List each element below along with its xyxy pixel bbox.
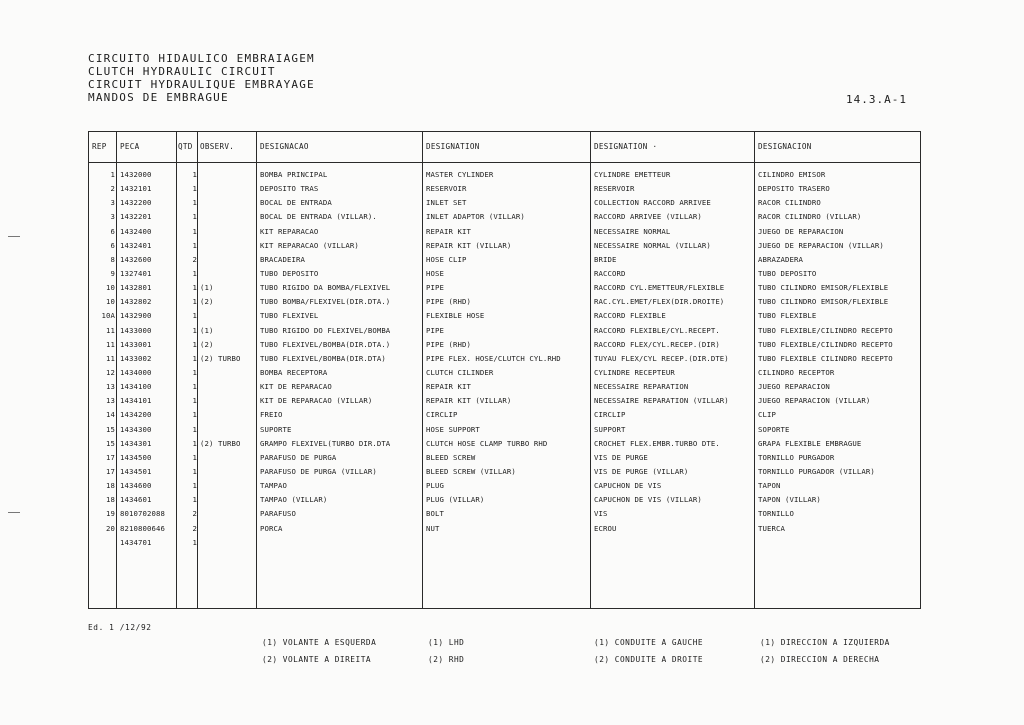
cell-qtd: 1	[192, 396, 197, 406]
cell-designacao: TUBO FLEXIVEL/BOMBA(DIR.DTA.)	[260, 339, 391, 349]
cell-rep: 20	[106, 523, 115, 533]
cell-rep: 12	[106, 367, 115, 377]
cell-designacion: SOPORTE	[758, 424, 790, 434]
table-row	[89, 238, 920, 252]
cell-rep: 14	[106, 410, 115, 420]
cell-designation-fr: VIS DE PURGE	[594, 452, 648, 462]
table-row	[89, 252, 920, 266]
cell-designacao: PARAFUSO DE PURGA (VILLAR)	[260, 466, 377, 476]
cell-rep: 13	[106, 396, 115, 406]
cell-designation-fr: NECESSAIRE REPARATION	[594, 382, 689, 392]
cell-designacion: TUBO FLEXIBLE	[758, 311, 817, 321]
table-row	[89, 280, 920, 294]
cell-qtd: 1	[192, 240, 197, 250]
cell-designacion: JUEGO REPARACION	[758, 382, 830, 392]
cell-designation-en: NUT	[426, 523, 440, 533]
table-row	[89, 351, 920, 365]
cell-qtd: 1	[192, 226, 197, 236]
cell-designation-en: INLET ADAPTOR (VILLAR)	[426, 212, 525, 222]
cell-rep: 3	[110, 212, 115, 222]
cell-peca: 1434601	[120, 495, 152, 505]
cell-designation-fr: RACCORD ARRIVEE (VILLAR)	[594, 212, 702, 222]
cell-designation-fr: CAPUCHON DE VIS (VILLAR)	[594, 495, 702, 505]
cell-designacao: BOMBA PRINCIPAL	[260, 170, 328, 179]
cell-designacion: RACOR CILINDRO (VILLAR)	[758, 212, 862, 222]
cell-rep: 9	[110, 268, 115, 278]
cell-observ: (1)	[200, 283, 214, 293]
cell-designation-fr: CROCHET FLEX.EMBR.TURBO DTE.	[594, 438, 720, 448]
cell-qtd: 2	[192, 523, 197, 533]
cell-designacao: GRAMPO FLEXIVEL(TURBO DIR.DTA	[260, 438, 391, 448]
cell-designation-en: PIPE (RHD)	[426, 297, 471, 307]
cell-qtd: 1	[192, 438, 197, 448]
cell-designation-en: CLUTCH HOSE CLAMP TURBO RHD	[426, 438, 548, 448]
cell-designacion: TUBO CILINDRO EMISOR/FLEXIBLE	[758, 297, 889, 307]
cell-designacao: TUBO DEPOSITO	[260, 268, 319, 278]
table-row	[89, 436, 920, 450]
cell-designation-en: BOLT	[426, 509, 444, 519]
cell-designacao: TUBO FLEXIVEL/BOMBA(DIR.DTA)	[260, 353, 386, 363]
header-designation-en: DESIGNATION	[426, 142, 480, 151]
note-line: (1) LHD	[428, 638, 465, 647]
header-divider	[89, 162, 920, 163]
cell-designation-en: HOSE	[426, 268, 444, 278]
table-row	[89, 450, 920, 464]
cell-peca: 1433002	[120, 353, 152, 363]
cell-rep: 11	[106, 339, 115, 349]
notes-pt	[262, 634, 376, 668]
cell-designacion: GRAPA FLEXIBLE EMBRAGUE	[758, 438, 862, 448]
note-line: (2) DIRECCION A DERECHA	[760, 655, 880, 664]
cell-designacao: KIT DE REPARACAO (VILLAR)	[260, 396, 373, 406]
cell-qtd: 1	[192, 170, 197, 179]
table-row	[89, 464, 920, 478]
cell-qtd: 1	[192, 452, 197, 462]
cell-designation-fr: RACCORD	[594, 268, 626, 278]
cell-designation-en: REPAIR KIT	[426, 382, 471, 392]
table-row	[89, 535, 920, 549]
cell-peca: 1433000	[120, 325, 152, 335]
cell-qtd: 1	[192, 353, 197, 363]
cell-rep: 3	[110, 198, 115, 208]
scan-edge-mark	[8, 236, 20, 237]
cell-peca: 1434100	[120, 382, 152, 392]
scan-edge-mark	[8, 512, 20, 513]
cell-peca: 1327401	[120, 268, 152, 278]
table-row	[89, 379, 920, 393]
cell-designacion: TUERCA	[758, 523, 785, 533]
cell-designacao: BOCAL DE ENTRADA (VILLAR).	[260, 212, 377, 222]
cell-designacion: TORNILLO	[758, 509, 794, 519]
cell-peca: 1434600	[120, 481, 152, 491]
cell-designation-en: HOSE CLIP	[426, 254, 467, 264]
cell-qtd: 2	[192, 509, 197, 519]
cell-designacao: BOCAL DE ENTRADA	[260, 198, 332, 208]
cell-qtd: 1	[192, 325, 197, 335]
cell-peca: 1432401	[120, 240, 152, 250]
table-row	[89, 224, 920, 238]
cell-peca: 1432600	[120, 254, 152, 264]
cell-designacao: TUBO RIGIDO DO FLEXIVEL/BOMBA	[260, 325, 391, 335]
cell-designation-en: REPAIR KIT (VILLAR)	[426, 240, 512, 250]
cell-designation-en: FLEXIBLE HOSE	[426, 311, 485, 321]
parts-table	[88, 131, 921, 609]
cell-rep: 17	[106, 466, 115, 476]
table-row	[89, 323, 920, 337]
cell-peca: 1434301	[120, 438, 152, 448]
cell-rep: 10	[106, 283, 115, 293]
header-designacion: DESIGNACION	[758, 142, 812, 151]
cell-designacion: TAPON (VILLAR)	[758, 495, 821, 505]
cell-peca: 1434000	[120, 367, 152, 377]
cell-qtd: 1	[192, 297, 197, 307]
cell-designation-fr: RACCORD FLEX/CYL.RECEP.(DIR)	[594, 339, 720, 349]
cell-designation-fr: TUYAU FLEX/CYL RECEP.(DIR.DTE)	[594, 353, 729, 363]
header-designation-fr: DESIGNATION ·	[594, 142, 658, 151]
cell-designation-en: INLET SET	[426, 198, 467, 208]
cell-designacao: BRACADEIRA	[260, 254, 305, 264]
header-peca: PECA	[120, 142, 140, 151]
cell-peca: 1434701	[120, 537, 152, 547]
cell-designation-fr: CIRCLIP	[594, 410, 626, 420]
note-line: (1) DIRECCION A IZQUIERDA	[760, 638, 890, 647]
cell-rep: 13	[106, 382, 115, 392]
title-block	[88, 52, 315, 104]
cell-qtd: 1	[192, 481, 197, 491]
cell-qtd: 1	[192, 367, 197, 377]
table-row	[89, 492, 920, 506]
cell-designacion: TUBO CILINDRO EMISOR/FLEXIBLE	[758, 283, 889, 293]
table-row	[89, 308, 920, 322]
cell-qtd: 1	[192, 339, 197, 349]
cell-designation-fr: COLLECTION RACCORD ARRIVEE	[594, 198, 711, 208]
cell-designation-en: PLUG (VILLAR)	[426, 495, 485, 505]
title-es: MANDOS DE EMBRAGUE	[88, 91, 229, 104]
cell-designacion: TUBO FLEXIBLE/CILINDRO RECEPTO	[758, 325, 893, 335]
note-line: (1) CONDUITE A GAUCHE	[594, 638, 704, 647]
cell-designacion: JUEGO REPARACION (VILLAR)	[758, 396, 871, 406]
table-row	[89, 393, 920, 407]
cell-observ: (2)	[200, 297, 214, 307]
cell-designation-fr: RAC.CYL.EMET/FLEX(DIR.DROITE)	[594, 297, 725, 307]
table-row	[89, 337, 920, 351]
cell-peca: 1432900	[120, 311, 152, 321]
cell-designation-fr: RACCORD CYL.EMETTEUR/FLEXIBLE	[594, 283, 725, 293]
cell-rep: 15	[106, 424, 115, 434]
cell-rep: 19	[106, 509, 115, 519]
cell-designacion: DEPOSITO TRASERO	[758, 184, 830, 194]
cell-designacion: TORNILLO PURGADOR (VILLAR)	[758, 466, 875, 476]
cell-designacao: TUBO FLEXIVEL	[260, 311, 319, 321]
note-line: (1) VOLANTE A ESQUERDA	[262, 638, 377, 647]
cell-designation-fr: RACCORD FLEXIBLE/CYL.RECEPT.	[594, 325, 720, 335]
note-line: (2) CONDUITE A DROITE	[594, 655, 704, 664]
cell-designation-fr: BRIDE	[594, 254, 617, 264]
cell-designation-fr: RACCORD FLEXIBLE	[594, 311, 666, 321]
title-fr: CIRCUIT HYDRAULIQUE EMBRAYAGE	[88, 78, 315, 91]
cell-designation-fr: CYLINDRE EMETTEUR	[594, 170, 671, 179]
cell-qtd: 1	[192, 198, 197, 208]
page-reference: 14.3.A-1	[846, 93, 907, 106]
cell-peca: 1434200	[120, 410, 152, 420]
cell-observ: (2) TURBO	[200, 438, 241, 448]
notes-fr	[594, 634, 703, 668]
cell-designacao: BOMBA RECEPTORA	[260, 367, 328, 377]
cell-designacion: TORNILLO PURGADOR	[758, 452, 835, 462]
cell-peca: 1434500	[120, 452, 152, 462]
cell-peca: 8010702088	[120, 509, 165, 519]
cell-designacao: PARAFUSO	[260, 509, 296, 519]
cell-designacion: CILINDRO RECEPTOR	[758, 367, 835, 377]
cell-rep: 17	[106, 452, 115, 462]
cell-qtd: 2	[192, 254, 197, 264]
cell-qtd: 1	[192, 268, 197, 278]
cell-designacao: TUBO RIGIDO DA BOMBA/FLEXIVEL	[260, 283, 391, 293]
cell-peca: 1434300	[120, 424, 152, 434]
cell-designacion: CILINDRO EMISOR	[758, 170, 826, 179]
cell-peca: 1432201	[120, 212, 152, 222]
cell-rep: 18	[106, 495, 115, 505]
cell-designacao: PORCA	[260, 523, 283, 533]
cell-qtd: 1	[192, 466, 197, 476]
cell-designation-fr: VIS	[594, 509, 608, 519]
cell-designacion: TUBO FLEXIBLE/CILINDRO RECEPTO	[758, 339, 893, 349]
cell-rep: 18	[106, 481, 115, 491]
cell-rep: 10	[106, 297, 115, 307]
table-row	[89, 407, 920, 421]
table-row	[89, 266, 920, 280]
cell-rep: 10A	[101, 311, 115, 321]
cell-designation-en: BLEED SCREW	[426, 452, 476, 462]
cell-qtd: 1	[192, 382, 197, 392]
note-line: (2) RHD	[428, 655, 465, 664]
cell-designacao: DEPOSITO TRAS	[260, 184, 319, 194]
title-en: CLUTCH HYDRAULIC CIRCUIT	[88, 65, 276, 78]
table-row	[89, 209, 920, 223]
table-row	[89, 422, 920, 436]
cell-designation-fr: NECESSAIRE REPARATION (VILLAR)	[594, 396, 729, 406]
table-row	[89, 181, 920, 195]
cell-peca: 1434101	[120, 396, 152, 406]
cell-designation-en: PIPE FLEX. HOSE/CLUTCH CYL.RHD	[426, 353, 561, 363]
cell-designation-en: PIPE	[426, 283, 444, 293]
notes-en	[428, 634, 464, 668]
cell-observ: (2) TURBO	[200, 353, 241, 363]
cell-peca: 1432802	[120, 297, 152, 307]
cell-designation-en: MASTER CYLINDER	[426, 170, 494, 179]
header-rep: REP	[92, 142, 107, 151]
cell-rep: 15	[106, 438, 115, 448]
cell-qtd: 1	[192, 537, 197, 547]
cell-designation-en: REPAIR KIT (VILLAR)	[426, 396, 512, 406]
cell-designation-fr: CAPUCHON DE VIS	[594, 481, 662, 491]
cell-designation-en: BLEED SCREW (VILLAR)	[426, 466, 516, 476]
cell-designacion: CLIP	[758, 410, 776, 420]
cell-designation-en: REPAIR KIT	[426, 226, 471, 236]
cell-peca: 1432200	[120, 198, 152, 208]
cell-qtd: 1	[192, 283, 197, 293]
cell-qtd: 1	[192, 184, 197, 194]
table-row	[89, 506, 920, 520]
cell-peca: 8210800646	[120, 523, 165, 533]
cell-designacion: TUBO DEPOSITO	[758, 268, 817, 278]
table-body	[89, 167, 920, 549]
cell-observ: (2)	[200, 339, 214, 349]
cell-observ: (1)	[200, 325, 214, 335]
cell-designacion: TAPON	[758, 481, 781, 491]
table-row	[89, 294, 920, 308]
cell-designacion: JUEGO DE REPARACION (VILLAR)	[758, 240, 884, 250]
cell-peca: 1432400	[120, 226, 152, 236]
cell-rep: 6	[110, 240, 115, 250]
note-line: (2) VOLANTE A DIREITA	[262, 655, 372, 664]
title-pt: CIRCUITO HIDAULICO EMBRAIAGEM	[88, 52, 315, 65]
cell-designacao: FREIO	[260, 410, 283, 420]
cell-designacao: TAMPAO	[260, 481, 287, 491]
cell-qtd: 1	[192, 424, 197, 434]
cell-rep: 2	[110, 184, 115, 194]
cell-designacao: TAMPAO (VILLAR)	[260, 495, 328, 505]
cell-designation-en: CLUTCH CILINDER	[426, 367, 494, 377]
cell-peca: 1433001	[120, 339, 152, 349]
cell-designation-en: PIPE	[426, 325, 444, 335]
cell-designation-fr: CYLINDRE RECEPTEUR	[594, 367, 675, 377]
cell-designation-fr: VIS DE PURGE (VILLAR)	[594, 466, 689, 476]
cell-peca: 1432000	[120, 170, 152, 179]
cell-designation-en: PIPE (RHD)	[426, 339, 471, 349]
cell-designation-en: CIRCLIP	[426, 410, 458, 420]
cell-rep: 8	[110, 254, 115, 264]
cell-designation-fr: RESERVOIR	[594, 184, 635, 194]
cell-rep: 6	[110, 226, 115, 236]
cell-designation-fr: ECROU	[594, 523, 617, 533]
cell-designation-fr: SUPPORT	[594, 424, 626, 434]
cell-designacao: KIT REPARACAO (VILLAR)	[260, 240, 359, 250]
cell-rep: 11	[106, 325, 115, 335]
cell-designacao: KIT REPARACAO	[260, 226, 319, 236]
cell-designation-fr: NECESSAIRE NORMAL (VILLAR)	[594, 240, 711, 250]
cell-designacion: RACOR CILINDRO	[758, 198, 821, 208]
cell-designation-en: PLUG	[426, 481, 444, 491]
cell-designacao: TUBO BOMBA/FLEXIVEL(DIR.DTA.)	[260, 297, 391, 307]
cell-designation-en: HOSE SUPPORT	[426, 424, 480, 434]
cell-designacao: SUPORTE	[260, 424, 292, 434]
table-row	[89, 521, 920, 535]
cell-qtd: 1	[192, 495, 197, 505]
edition-date: Ed. 1 /12/92	[88, 623, 152, 632]
table-row	[89, 167, 920, 181]
table-row	[89, 365, 920, 379]
cell-qtd: 1	[192, 410, 197, 420]
cell-peca: 1432101	[120, 184, 152, 194]
cell-rep: 11	[106, 353, 115, 363]
cell-peca: 1434501	[120, 466, 152, 476]
cell-designacion: JUEGO DE REPARACION	[758, 226, 844, 236]
cell-designacion: TUBO FLEXIBLE CILINDRO RECEPTO	[758, 353, 893, 363]
cell-designacao: KIT DE REPARACAO	[260, 382, 332, 392]
header-observ: OBSERV.	[200, 142, 235, 151]
cell-designacion: ABRAZADERA	[758, 254, 803, 264]
header-qtd: QTD	[178, 142, 193, 151]
notes-es	[760, 634, 890, 668]
cell-peca: 1432801	[120, 283, 152, 293]
cell-designation-en: RESERVOIR	[426, 184, 467, 194]
table-row	[89, 195, 920, 209]
header-designacao: DESIGNACAO	[260, 142, 309, 151]
cell-qtd: 1	[192, 311, 197, 321]
table-row	[89, 478, 920, 492]
cell-qtd: 1	[192, 212, 197, 222]
cell-designation-fr: NECESSAIRE NORMAL	[594, 226, 671, 236]
cell-rep: 1	[110, 170, 115, 179]
cell-designacao: PARAFUSO DE PURGA	[260, 452, 337, 462]
